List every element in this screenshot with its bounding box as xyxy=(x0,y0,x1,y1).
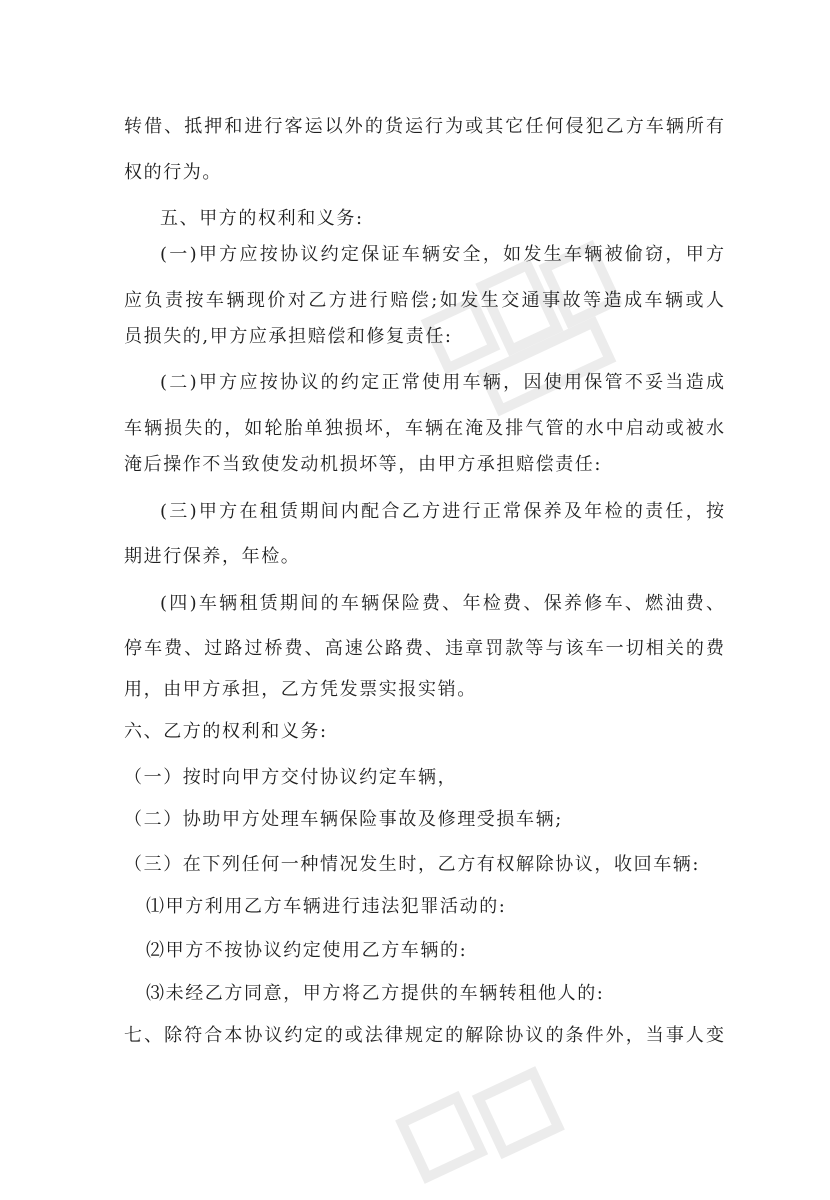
document-text-line: (四)车辆租赁期间的车辆保险费、年检费、保养修车、燃油费、 xyxy=(160,593,724,614)
document-text-line: 淹后操作不当致使发动机损坏等，由甲方承担赔偿责任: xyxy=(124,454,603,475)
section-heading: 五、甲方的权利和义务: xyxy=(160,208,364,229)
document-text-line: (一)甲方应按协议约定保证车辆安全，如发生车辆被偷窃，甲方 xyxy=(160,244,724,265)
document-text-line: 员损失的,甲方应承担赔偿和修复责任: xyxy=(124,326,453,347)
document-text-line: 权的行为。 xyxy=(124,162,222,183)
section-heading: 七、除符合本协议约定的或法律规定的解除协议的条件外，当事人变 xyxy=(124,1025,724,1046)
document-text-line: ⑶未经乙方同意，甲方将乙方提供的车辆转租他人的: xyxy=(146,983,605,1004)
document-text-line: ⑵甲方不按协议约定使用乙方车辆的: xyxy=(146,940,468,961)
document-text-line: 用，由甲方承担，乙方凭发票实报实销。 xyxy=(124,679,477,700)
document-text-line: （三）在下列任何一种情况发生时，乙方有权解除协议，收回车辆: xyxy=(124,854,701,875)
document-text-line: (三)甲方在租赁期间内配合乙方进行正常保养及年检的责任，按 xyxy=(160,501,724,522)
document-text-line: 车辆损失的，如轮胎单独损坏，车辆在淹及排气管的水中启动或被水 xyxy=(124,418,724,439)
section-heading: 六、乙方的权利和义务: xyxy=(124,721,328,742)
watermark-logo-icon xyxy=(388,1050,571,1199)
document-text-line: (二)甲方应按协议的约定正常使用车辆，因使用保管不妥当造成 xyxy=(160,372,724,393)
document-text-line: ⑴甲方利用乙方车辆进行违法犯罪活动的: xyxy=(146,896,507,917)
document-text-line: 停车费、过路过桥费、高速公路费、违章罚款等与该车一切相关的费 xyxy=(124,638,724,659)
document-text-line: 期进行保养，年检。 xyxy=(124,546,301,567)
document-text-line: 应负责按车辆现价对乙方进行赔偿;如发生交通事故等造成车辆或人 xyxy=(124,290,724,311)
document-text-line: 转借、抵押和进行客运以外的货运行为或其它任何侵犯乙方车辆所有 xyxy=(124,116,724,137)
document-text-line: （一）按时向甲方交付协议约定车辆， xyxy=(124,767,458,788)
document-text-line: （二）协助甲方处理车辆保险事故及修理受损车辆; xyxy=(124,809,563,830)
